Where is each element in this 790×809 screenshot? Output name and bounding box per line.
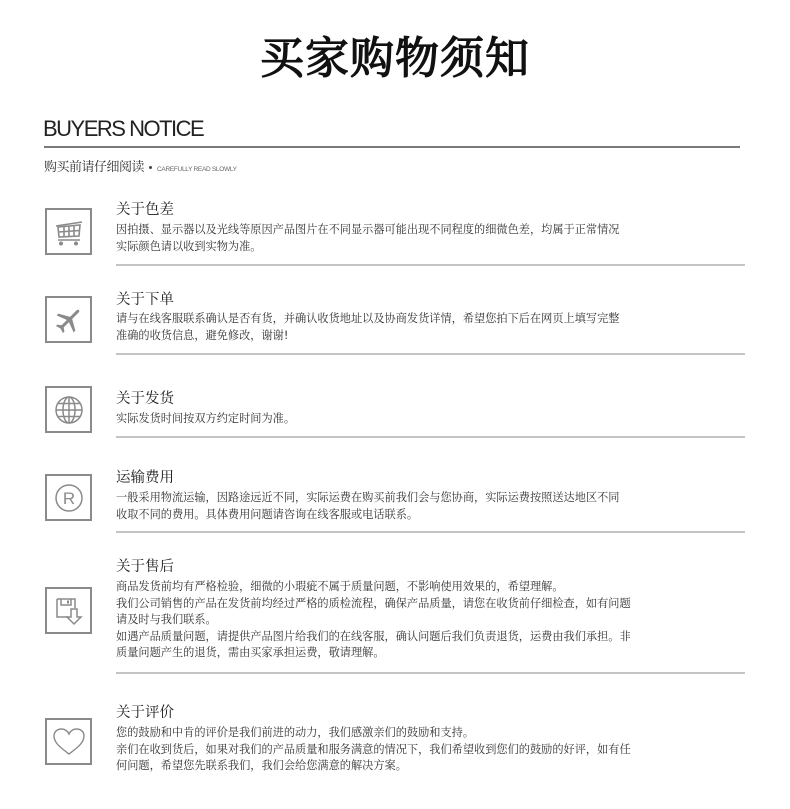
section-divider [116,672,745,674]
body-line: 如遇产品质量问题，请提供产品图片给我们的在线客服，确认问题后我们负责退货，运费由我们承担。非 [116,629,631,643]
section-title: 关于发货 [116,391,174,407]
section-divider [116,353,745,355]
section-title: 关于下单 [116,292,174,308]
save-download-icon [54,596,84,626]
body-line: 收取不同的费用。具体费用问题请咨询在线客服或电话联系。 [116,507,419,521]
section-body [116,490,716,523]
section-divider [116,531,745,533]
svg-text:R: R [62,488,75,508]
buyers-notice-heading: BUYERS NOTICE [43,116,204,141]
shopping-cart-icon [52,217,86,247]
section-body [116,411,716,428]
section-title: 运输费用 [116,470,174,486]
body-line: 亲们在收到货后，如果对我们的产品质量和服务满意的情况下，我们希望收到您们的鼓励的好评，如有任 [116,742,631,756]
registered-icon [53,482,85,514]
section-divider [116,436,745,438]
body-line: 质量问题产生的退货，需由买家承担运费，敬请理解。 [116,646,385,659]
icon-frame [45,718,92,765]
section-body [116,725,716,775]
body-line: 一般采用物流运输，因路途远近不同，实际运费在购买前我们会与您协商，实际运费按照送达地区不同 [116,491,620,504]
body-line: 准确的收货信息，避免修改，谢谢! [116,328,289,342]
body-line: 因拍摄、显示器以及光线等原因产品图片在不同显示器可能出现不同程度的细微色差，均属于正常情况 [116,223,620,236]
globe-icon [53,394,85,426]
icon-frame [45,296,92,343]
read-carefully-note [44,156,237,175]
body-line: 请与在线客服联系确认是否有货，并确认收货地址以及协商发货详情，希望您拍下后在网页上填写完整 [116,312,620,325]
section-body [116,311,716,344]
icon-frame [45,208,92,255]
note-cn: 购买前请仔细阅读 [44,160,145,175]
icon-frame [45,474,92,521]
section-body [116,222,716,255]
section-title: 关于售后 [116,559,174,575]
body-line: 您的鼓励和中肯的评价是我们前进的动力，我们感激亲们的鼓励和支持。 [116,726,475,739]
icon-frame [45,587,92,634]
note-en: CAREFULLY READ SLOWLY [157,166,237,173]
bullet-dot-icon [149,166,152,169]
body-line: 何问题，希望您先联系我们，我们会给您满意的解决方案。 [116,759,407,772]
body-line: 商品发货前均有严格检验，细微的小瑕疵不属于质量问题，不影响使用效果的，希望理解。 [116,580,564,593]
body-line: 实际发货时间按双方约定时间为准。 [116,412,296,425]
icon-frame [45,386,92,433]
section-body [116,579,716,662]
heart-icon [52,727,86,757]
airplane-icon [53,304,85,336]
section-title: 关于色差 [116,202,174,218]
section-divider [116,264,745,266]
body-line: 请及时与我们联系。 [116,613,217,626]
section-title: 关于评价 [116,705,174,721]
page-title: 买家购物须知 [260,33,530,84]
header-divider [44,146,740,148]
body-line: 实际颜色请以收到实物为准。 [116,239,262,253]
body-line: 我们公司销售的产品在发货前均经过严格的质检流程，确保产品质量，请您在收货前仔细检查，如有问题 [116,596,631,610]
